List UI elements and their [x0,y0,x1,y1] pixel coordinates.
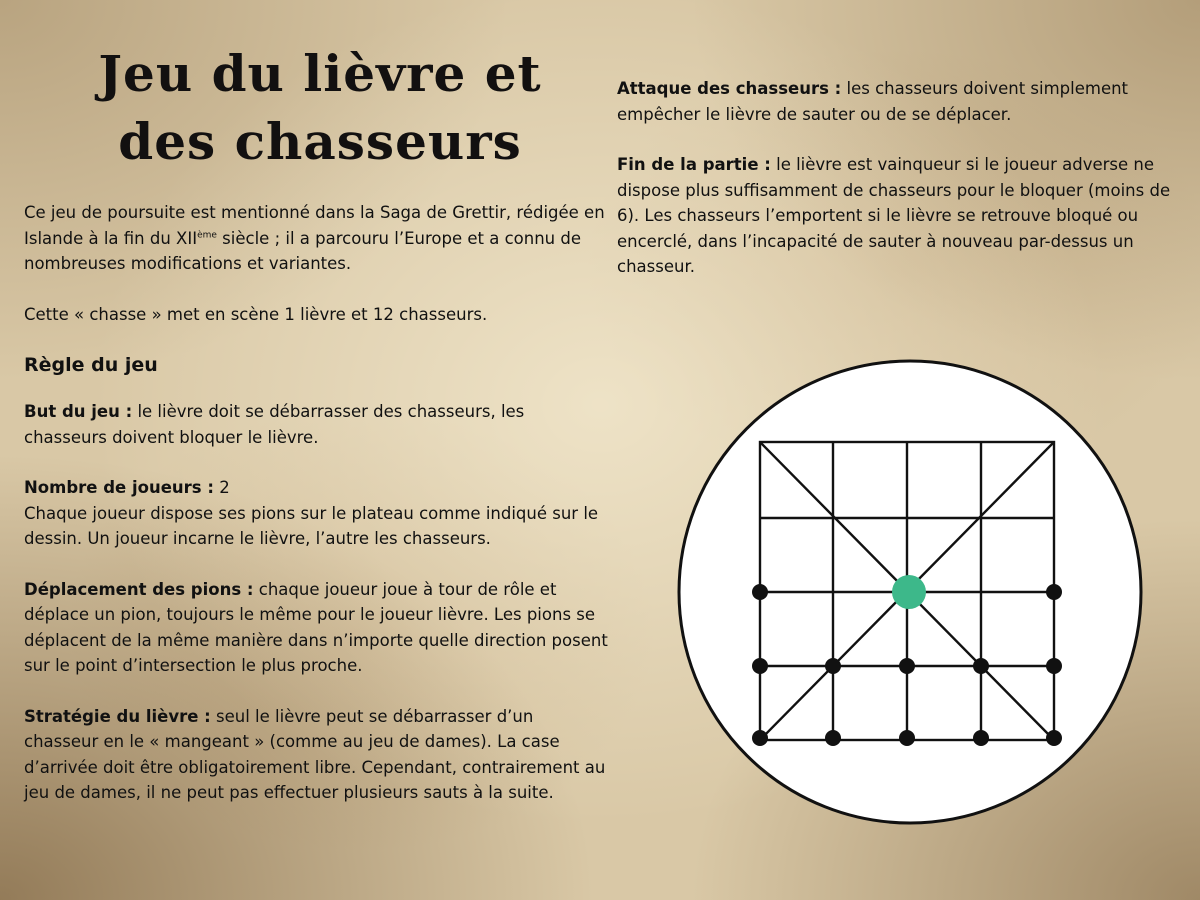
rule-hare-strategy-text: seul le lièvre peut se débarrasser d’un chasseur en le « mangeant » (comme au jeu de dames). La case d’arrivée doit être obligatoirement libre. Cependant, contrairement au jeu de dames, il ne peut pas effectuer plusieurs sauts à la suite. [24,706,606,802]
rule-end-of-game-label: Fin de la partie : [617,155,771,174]
rule-hunters-attack-text: les chasseurs doivent simplement empêcher le lièvre de sauter ou de se déplacer. [617,79,1129,124]
rule-hare-strategy-label: Stratégie du lièvre : [24,706,211,726]
hunter-piece[interactable] [825,658,841,674]
rule-goal [24,399,609,450]
intro-paragraph [24,200,609,277]
game-board-diagram [676,358,1144,826]
rule-hare-strategy [24,704,609,806]
rule-goal-text: le lièvre doit se débarrasser des chasseurs, les chasseurs doivent bloquer le lièvre. [24,402,525,447]
right-column [617,76,1187,305]
rule-hunters-attack [617,76,1187,127]
page-title: Jeu du lièvre et des chasseurs [98,44,542,171]
rule-movement-label: Déplacement des pions : [24,579,254,599]
rule-players-label: Nombre de joueurs : [24,478,214,497]
left-column [24,200,609,831]
intro-text-end: siècle ; il a parcouru l’Europe et a connu de nombreuses modifications et variantes. [24,228,581,273]
hare-piece[interactable] [892,575,926,609]
hunter-piece[interactable] [752,584,768,600]
rules-heading: Règle du jeu [24,354,158,376]
hunter-piece[interactable] [1046,658,1062,674]
hunter-piece[interactable] [752,658,768,674]
hunter-piece[interactable] [825,730,841,746]
rule-players-text: 2 Chaque joueur dispose ses pions sur le plateau comme indiqué sur le dessin. Un joueur incarne le lièvre, l’autre les chasseurs. [24,478,599,548]
rule-hunters-attack-label: Attaque des chasseurs : [617,79,842,98]
hunter-piece[interactable] [1046,730,1062,746]
century-superscript: ème [197,230,217,240]
hunter-piece[interactable] [899,730,915,746]
rule-goal-label: But du jeu : [24,402,133,421]
chase-paragraph: Cette « chasse » met en scène 1 lièvre et 12 chasseurs. [24,304,488,324]
rule-end-of-game [617,152,1187,280]
hunter-piece[interactable] [973,658,989,674]
rule-end-of-game-text: le lièvre est vainqueur si le joueur adverse ne dispose plus suffisamment de chasseurs pour le bloquer (moins de 6). Les chasseurs l’emportent si le lièvre se retrouve bloqué ou encerclé, dans l’incapacité de sauter à nouveau par-dessus un chasseur. [617,155,1171,276]
hunter-piece[interactable] [752,730,768,746]
rule-players [24,475,609,552]
rule-movement [24,577,609,679]
hunter-piece[interactable] [973,730,989,746]
hunter-piece[interactable] [899,658,915,674]
intro-text-start: Ce jeu de poursuite est mentionné dans la Saga de Grettir, rédigée en Islande à la fin du XII [24,203,605,248]
rule-movement-text: chaque joueur joue à tour de rôle et déplace un pion, toujours le même pour le joueur lièvre. Les pions se déplacent de la même manière dans n’importe quelle direction posent sur le point d’intersection le plus proche. [24,579,608,675]
hunter-piece[interactable] [1046,584,1062,600]
